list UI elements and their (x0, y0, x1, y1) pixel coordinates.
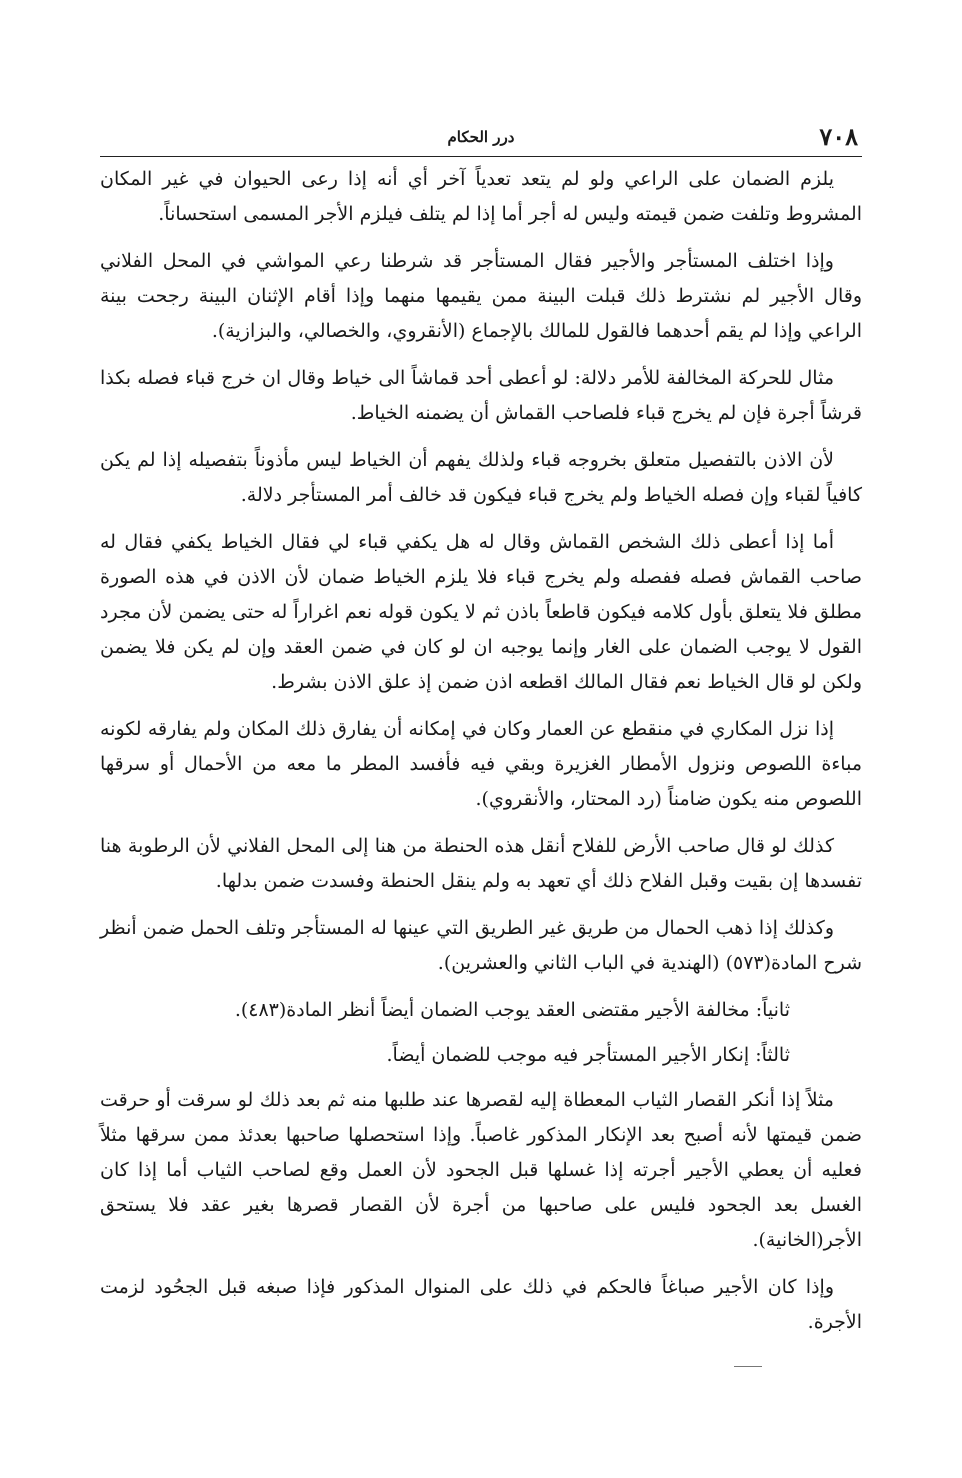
body-text (100, 162, 862, 1352)
footer-mark (734, 1366, 762, 1367)
paragraph: كذلك لو قال صاحب الأرض للفلاح أنقل هذه الحنطة من هنا إلى المحل الفلاني لأن الرطوبة هنا تفسدها إن بقيت وقبل الفلاح ذلك أي تعهد به ولم ينقل الحنطة وفسدت ضمن بدلها. (100, 835, 862, 892)
paragraph: أما إذا أعطى ذلك الشخص القماش وقال له هل يكفي قباء لي فقال الخياط يكفي فقال له صاحب القماش فصله ففصله ولم يخرج قباء فلا يلزم الخياط ضمان لأن الاذن في هذه الصورة مطلق فلا يتعلق بأول كلامه فيكون قاطعاً باذن ثم لا يكون قوله نعم اغراراً له حتى يضمن لأن مجرد القول لا يوجب الضمان على الغار وإنما يوجبه ان لو كان في ضمن العقد وإن لم يكن فلا يضمن ولكن لو قال الخياط نعم فقال المالك اقطعه اذن ضمن إذ علق الاذن بشرط. (100, 531, 862, 693)
page-header (100, 118, 862, 154)
paragraph: مثلاً إذا أنكر القصار الثياب المعطاة إليه لقصرها عند طلبها منه ثم بعد ذلك لو سرقت أو حرقت ضمن قيمتها لأنه أصبح بعد الإنكار المذكور غاصباً. وإذا استحصلها صاحبها بعدئذ ممن سرقها مثلاً فعليه أن يعطي الأجير أجرته إذا غسلها قبل الجحود لأن العمل وقع لصاحب الثياب أما إذا كان الغسل بعد الجحود فليس على صاحبها من أجرة لأن القصار قصرها بغير عقد فلا يستحق الأجر(الخانية). (100, 1089, 862, 1251)
page-number: ٧٠٨ (819, 122, 858, 151)
paragraph: إذا نزل المكاري في منقطع عن العمار وكان في إمكانه أن يفارق ذلك المكان ولم يفارقه لكونه مباءة اللصوص ونزول الأمطار الغزيرة وبقي فيه فأفسد المطر ما معه من الأحمال أو سرقها اللصوص منه يكون ضامناً (رد المحتار، والأنقروي). (100, 718, 862, 810)
paragraph: وإذا اختلف المستأجر والأجير فقال المستأجر قد شرطنا رعي المواشي في المحل الفلاني وقال الأجير لم نشترط ذلك قبلت البينة ممن يقيمها منهما وإذا أقام الإثنان البينة رجحت بينة الراعي وإذا لم يقم أحدهما فالقول للمالك بالإجماع (الأنقروي، والخصالي، والبزازية). (100, 250, 862, 342)
paragraph: لأن الاذن بالتفصيل متعلق بخروجه قباء ولذلك يفهم أن الخياط ليس مأذوناً بتفصيله إذا لم يكن كافياً لقباء وإن فصله الخياط ولم يخرج قباء فيكون قد خالف أمر المستأجر دلالة. (100, 449, 862, 506)
header-divider (100, 156, 862, 157)
paragraph-second-point: ثانياً: مخالفة الأجير مقتضى العقد يوجب الضمان أيضاً أنظر المادة(٤٨٣). (234, 999, 790, 1021)
paragraph: وكذلك إذا ذهب الحمال من طريق غير الطريق التي عينها له المستأجر وتلف الحمل ضمن أنظر شرح المادة(٥٧٣) (الهندية في الباب الثاني والعشرين). (100, 917, 862, 974)
paragraph-third-point: ثالثاً: إنكار الأجير المستأجر فيه موجب للضمان أيضاً. (386, 1044, 790, 1066)
paragraph: وإذا كان الأجير صباغاً فالحكم في ذلك على المنوال المذكور فإذا صبغه قبل الجحُود لزمت الأجرة. (100, 1276, 862, 1333)
paragraph: يلزم الضمان على الراعي ولو لم يتعد تعدياً آخر أي أنه إذا رعى الحيوان في غير المكان المشروط وتلفت ضمن قيمته وليس له أجر أما إذا لم يتلف فيلزم الأجر المسمى استحساناً. (100, 168, 862, 225)
paragraph: مثال للحركة المخالفة للأمر دلالة: لو أعطى أحد قماشاً الى خياط وقال ان خرج قباء فصله بكذا قرشاً أجرة فإن لم يخرج قباء فلصاحب القماش أن يضمنه الخياط. (100, 367, 862, 424)
running-title: درر الحكام (447, 128, 515, 146)
